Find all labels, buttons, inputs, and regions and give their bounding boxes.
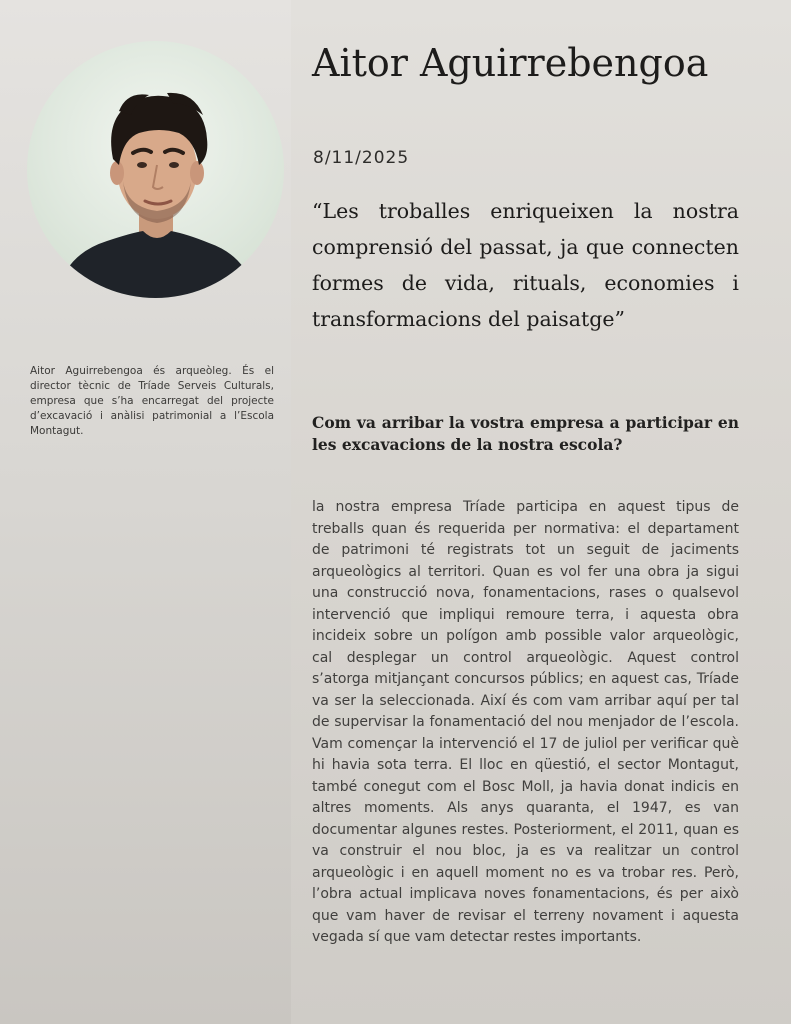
portrait-photo xyxy=(27,41,284,298)
interviewee-name: Aitor Aguirrebengoa xyxy=(312,41,709,85)
sidebar xyxy=(0,0,291,1024)
publication-date: 8/11/2025 xyxy=(313,148,410,168)
person-portrait-image xyxy=(27,41,284,298)
interview-answer: la nostra empresa Tríade participa en aquest tipus de treballs quan és requerida per normativa: el departament de patrimoni té registrats tot un seguit de jaciments arqueològics al territori. Quan es vol fer una obra ja sigui una construcció nova, fonamentacions, rases o qualsevol intervenció que impliqui remoure terra, i aquesta obra incideix sobre un polígon amb possible valor arqueològic, cal desplegar un control arqueològic. Aquest control s’atorga mitjançant concursos públics; en aquest cas, Tríade va ser la seleccionada. Així és com vam arribar aquí per tal de supervisar la fonamentació del nou menjador de l’escola. Vam començar la intervenció el 17 de juliol per verificar què hi havia sota terra. El lloc en qüestió, el sector Montagut, també conegut com el Bosc Moll, ja havia donat indicis en altres moments. Als anys quaranta, el 1947, es van documentar algunes restes. Posteriorment, el 2011, quan es va construir el nou bloc, ja es va realitzar un control arqueològic i en aquell moment no es va trobar res. Però, l’obra actual implicava noves fonamentacions, és per això que vam haver de revisar el terreny novament i aquesta vegada sí que vam detectar restes importants. xyxy=(312,499,739,945)
author-bio: Aitor Aguirrebengoa és arqueòleg. És el director tècnic de Tríade Serveis Culturals, empresa que s’ha encarregat del projecte d’excavació i anàlisi patrimonial a l’Escola Montagut. xyxy=(30,365,274,437)
pull-quote: “Les troballes enriqueixen la nostra comprensió del passat, ja que connecten formes de vida, rituals, economies i transformacions del paisatge” xyxy=(312,199,739,331)
interview-question: Com va arribar la vostra empresa a participar en les excavacions de la nostra escola? xyxy=(312,413,739,454)
